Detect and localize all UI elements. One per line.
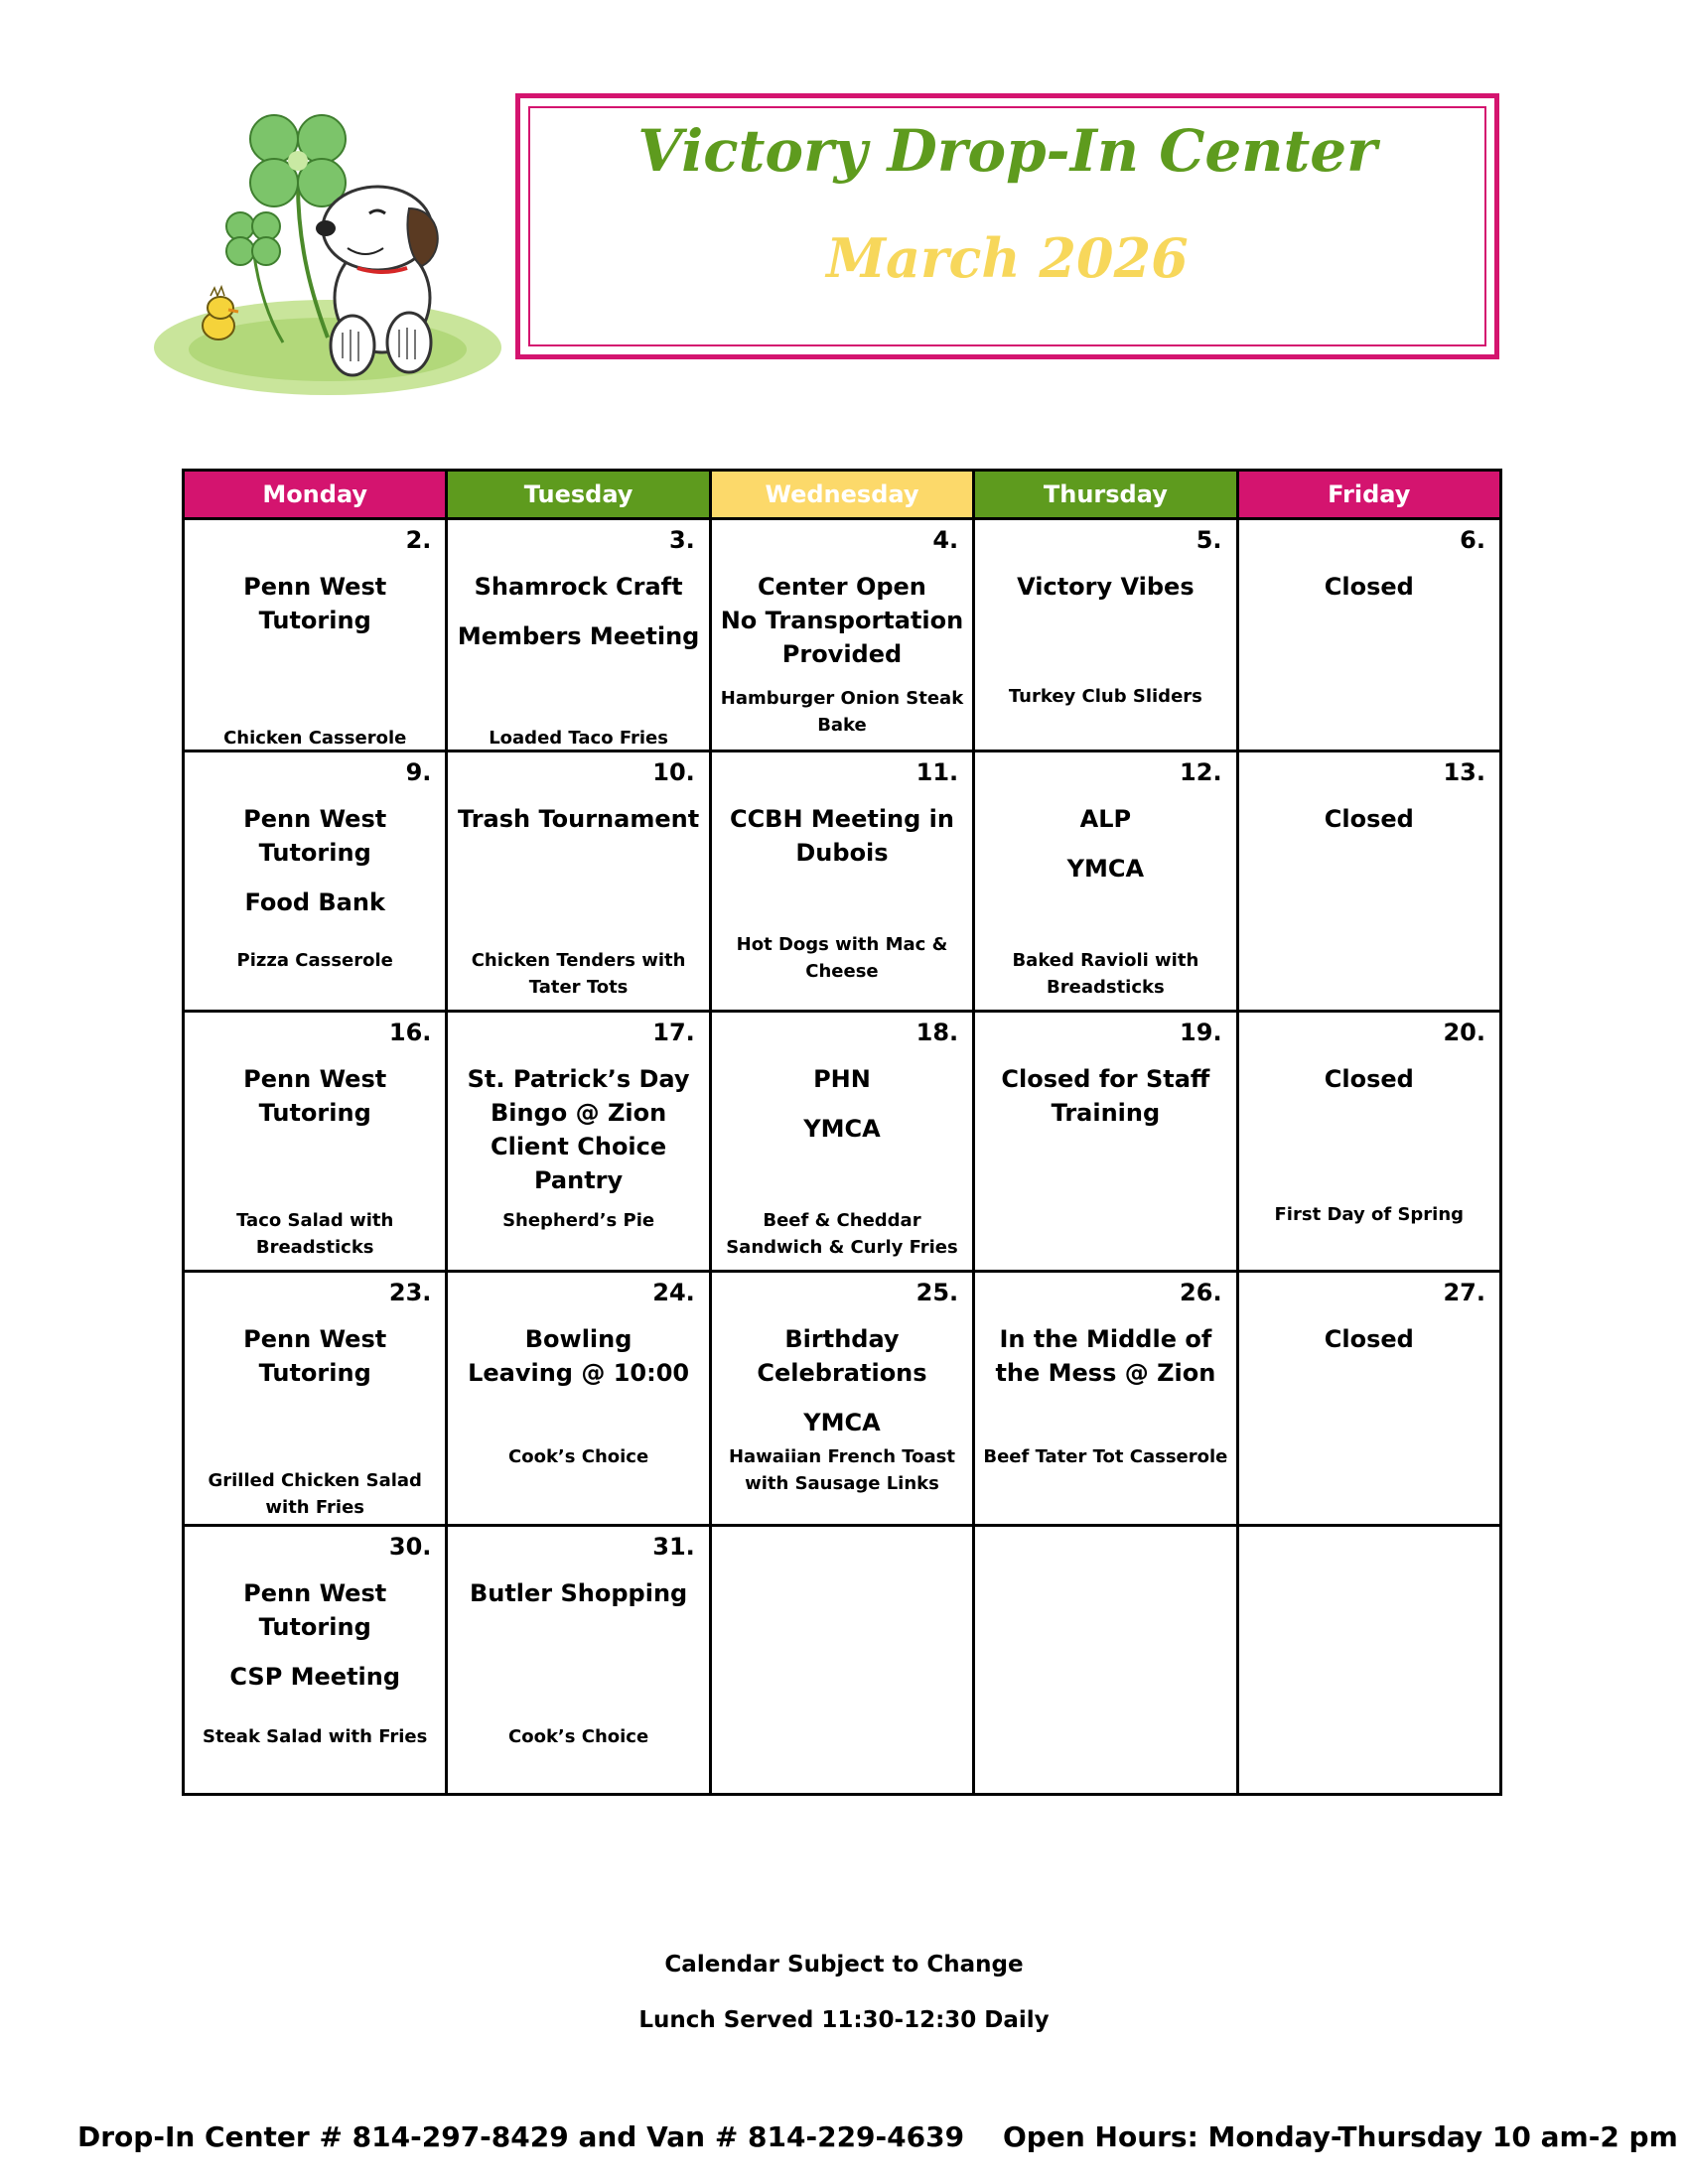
calendar-day-cell [184,519,447,751]
day-events [981,1322,1229,1390]
weekday-header-friday: Friday [1237,471,1500,519]
event-label: Penn West Tutoring [243,573,387,634]
day-events [454,1322,702,1390]
lunch-menu-item: First Day of Spring [1274,1204,1465,1225]
lunch-menu-item: Steak Salad with Fries [203,1726,428,1747]
event-label: PHN [813,1065,871,1093]
lunch-note: Lunch Served 11:30-12:30 Daily [638,2007,1050,2033]
event-label: CCBH Meeting in [729,805,954,833]
event-label: Birthday [784,1325,900,1353]
lunch-menu-item: Hamburger Onion Steak Bake [720,688,964,736]
event-label: Butler Shopping [469,1579,688,1607]
day-events [718,1322,966,1439]
calendar-day-cell [447,1272,710,1526]
event-label: Closed [1324,573,1414,601]
event-label: St. Patrick’s Day [467,1065,690,1093]
event-label: No Transportation [720,607,964,634]
day-events [454,802,702,836]
event-label: Penn West Tutoring [243,1325,387,1387]
event-label: Center Open [758,573,926,601]
calendar-day-cell [184,1272,447,1526]
calendar-week-row [184,1526,1501,1795]
day-events [191,802,439,919]
event-label: YMCA [803,1409,881,1436]
calendar-day-cell [710,519,973,751]
lunch-menu-item: Hawaiian French Toast with Sausage Links [728,1446,956,1494]
lunch-menu-item: Cook’s Choice [508,1726,649,1747]
day-number: 25. [915,1279,959,1306]
event-label: Bingo @ Zion [490,1099,667,1127]
calendar-day-cell [1237,751,1500,1012]
day-events [1245,1062,1493,1096]
day-events [981,1062,1229,1130]
day-number: 4. [932,526,959,554]
page-title: Victory Drop-In Center [637,117,1377,185]
calendar-day-cell [1237,519,1500,751]
day-events [191,1576,439,1694]
event-label: the Mess @ Zion [995,1359,1216,1387]
day-events [1245,802,1493,836]
calendar-day-cell [974,1272,1237,1526]
day-number: 26. [1180,1279,1222,1306]
lunch-menu-item: Beef & Cheddar Sandwich & Curly Fries [726,1210,958,1258]
event-label: Dubois [795,839,889,867]
day-events [718,570,966,671]
event-label: Closed [1324,1325,1414,1353]
event-label: Provided [781,640,903,668]
calendar-subject-to-change-note: Calendar Subject to Change [664,1952,1024,1978]
event-label: Victory Vibes [1017,573,1195,601]
event-label: Trash Tournament [457,805,700,833]
calendar-day-cell [974,751,1237,1012]
calendar-week-row [184,1012,1501,1272]
calendar-day-cell [710,751,973,1012]
day-number: 16. [388,1019,432,1046]
weekday-header-tuesday: Tuesday [447,471,710,519]
day-number: 2. [405,526,432,554]
calendar-day-cell [710,1012,973,1272]
calendar-day-cell [184,1526,447,1795]
day-number: 30. [388,1533,432,1561]
day-events [1245,570,1493,604]
day-number: 12. [1180,758,1222,786]
event-label: YMCA [803,1115,881,1143]
day-events [454,1576,702,1610]
calendar-day-cell [1237,1012,1500,1272]
calendar-day-cell [447,1012,710,1272]
day-events [981,570,1229,604]
lunch-menu-item: Turkey Club Sliders [1008,686,1202,707]
event-label: Members Meeting [457,622,700,650]
calendar-day-cell [184,1012,447,1272]
event-label: Pantry [533,1166,624,1194]
event-label: Bowling [524,1325,633,1353]
day-number: 23. [388,1279,432,1306]
event-label: CSP Meeting [229,1663,401,1691]
event-label: Penn West Tutoring [243,805,387,867]
calendar-grid [182,469,1502,1796]
calendar-day-cell [447,1526,710,1795]
calendar-day-cell [447,519,710,751]
event-label: Closed [1324,805,1414,833]
day-number: 27. [1443,1279,1485,1306]
lunch-menu-item: Shepherd’s Pie [502,1210,655,1231]
event-label: YMCA [1066,855,1145,883]
weekday-header-row [184,471,1501,519]
open-hours: Open Hours: Monday-Thursday 10 am-2 pm [1003,2120,1678,2153]
day-number: 5. [1196,526,1222,554]
snoopy-woodstock-shamrock-icon [149,89,506,407]
event-label: Penn West Tutoring [243,1579,387,1641]
lunch-menu-item: Pizza Casserole [236,950,393,971]
calendar-day-cell [710,1272,973,1526]
lunch-menu-item: Hot Dogs with Mac & Cheese [736,934,948,982]
day-number: 13. [1443,758,1485,786]
day-events [191,1062,439,1130]
calendar-day-cell [710,1526,973,1795]
lunch-menu-item: Chicken Tenders with Tater Tots [471,950,686,998]
day-events [191,1322,439,1390]
weekday-header-thursday: Thursday [974,471,1237,519]
event-label: Food Bank [244,888,385,916]
event-label: In the Middle of [999,1325,1212,1353]
event-label: Closed [1324,1065,1414,1093]
calendar-day-cell [974,1012,1237,1272]
day-events [454,1062,702,1197]
event-label: Celebrations [757,1359,927,1387]
calendar-day-cell [974,519,1237,751]
lunch-menu-item: Cook’s Choice [508,1446,649,1467]
calendar-day-cell [447,751,710,1012]
event-label: Penn West Tutoring [243,1065,387,1127]
page-subtitle: March 2026 [826,226,1189,290]
day-events [1245,1322,1493,1356]
day-number: 19. [1180,1019,1222,1046]
lunch-menu-item: Beef Tater Tot Casserole [983,1446,1228,1467]
day-number: 6. [1460,526,1485,554]
event-label: Client Choice [490,1133,667,1160]
day-number: 3. [668,526,695,554]
day-number: 31. [652,1533,695,1561]
event-label: Shamrock Craft [474,573,683,601]
day-events [191,570,439,637]
day-number: 9. [405,758,432,786]
event-label: ALP [1079,805,1132,833]
event-label: Training [1051,1099,1161,1127]
day-number: 18. [915,1019,959,1046]
calendar-week-row [184,519,1501,751]
calendar-body [184,519,1501,1795]
lunch-menu-item: Taco Salad with Breadsticks [236,1210,394,1258]
weekday-header-monday: Monday [184,471,447,519]
calendar-day-cell [1237,1526,1500,1795]
day-events [981,802,1229,886]
day-number: 11. [915,758,959,786]
day-events [718,1062,966,1146]
lunch-menu-item: Loaded Taco Fries [489,728,668,749]
day-events [718,802,966,870]
weekday-header-wednesday: Wednesday [710,471,973,519]
calendar-day-cell [184,751,447,1012]
lunch-menu-item: Grilled Chicken Salad with Fries [208,1470,422,1518]
calendar-week-row [184,1272,1501,1526]
day-number: 17. [652,1019,695,1046]
event-label: Closed for Staff [1001,1065,1210,1093]
lunch-menu-item: Chicken Casserole [223,728,407,749]
day-number: 20. [1443,1019,1485,1046]
event-label: Leaving @ 10:00 [468,1359,690,1387]
day-number: 10. [652,758,695,786]
lunch-menu-item: Baked Ravioli with Breadsticks [1012,950,1199,998]
calendar-day-cell [974,1526,1237,1795]
day-number: 24. [652,1279,695,1306]
calendar-day-cell [1237,1272,1500,1526]
calendar-week-row [184,751,1501,1012]
phone-numbers: Drop-In Center # 814-297-8429 and Van # 814-229-4639 [77,2120,965,2153]
day-events [454,570,702,653]
